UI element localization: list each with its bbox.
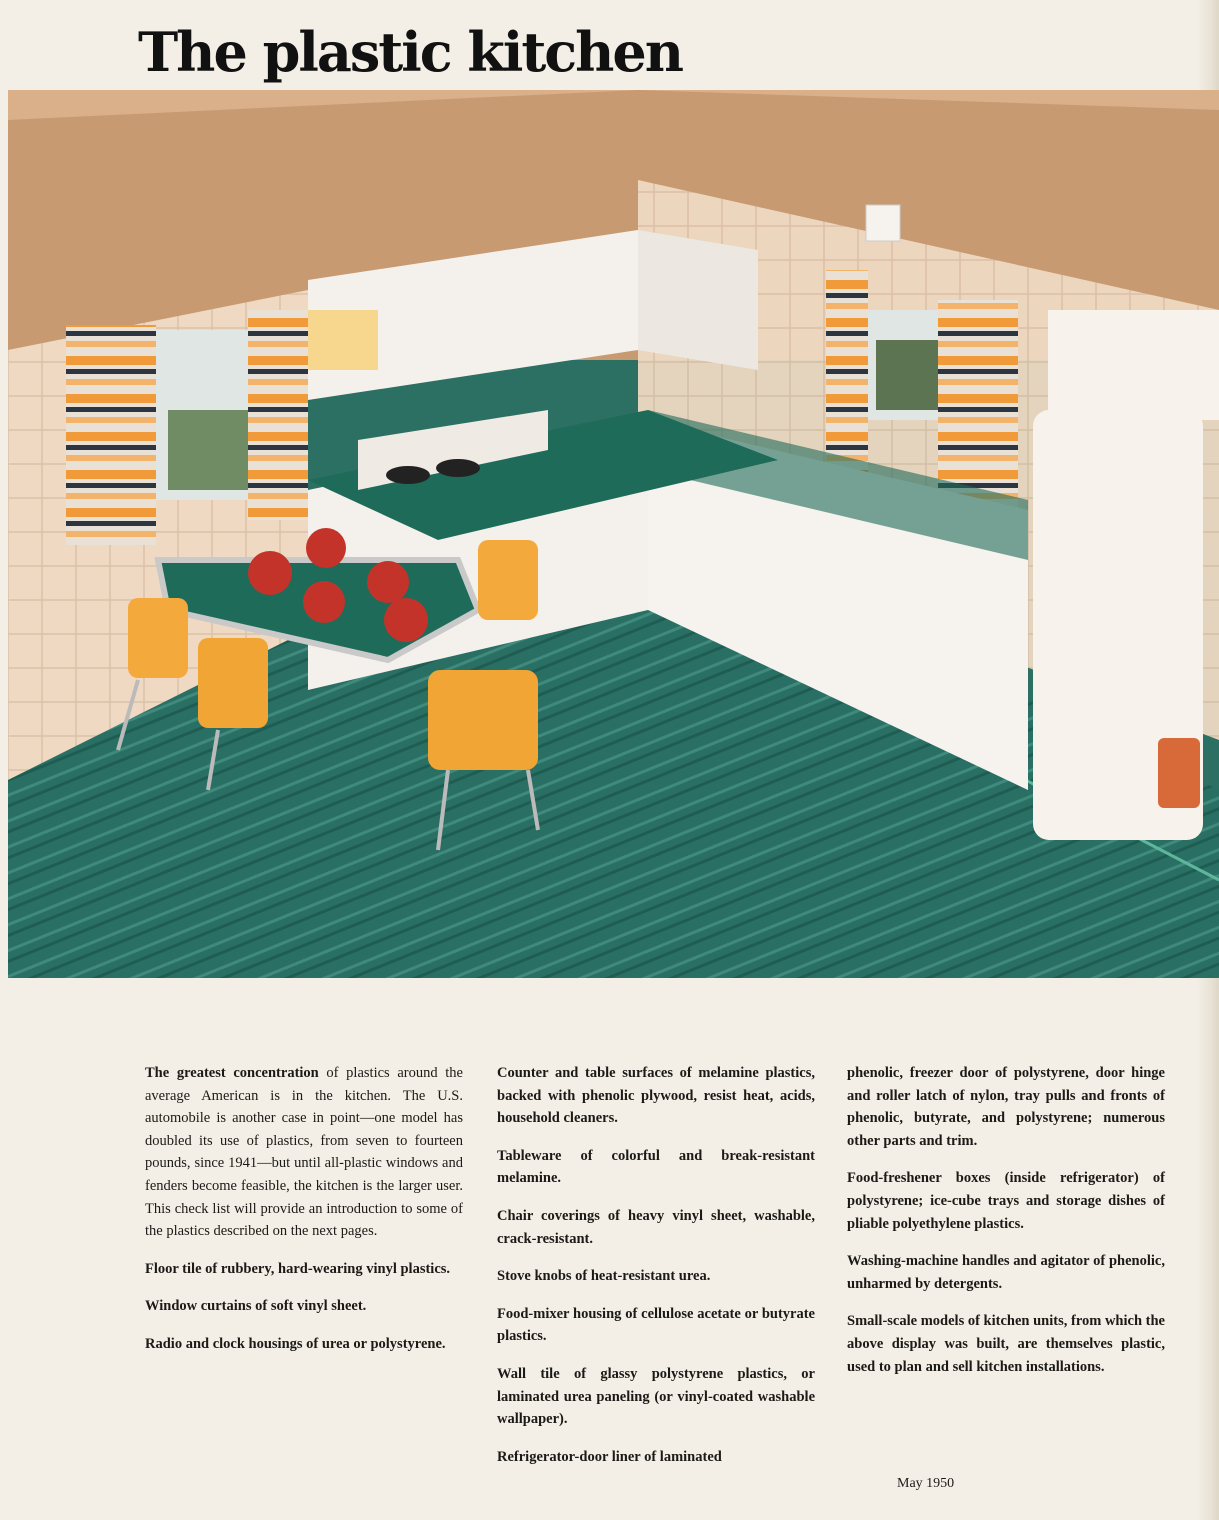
checklist-item: Window curtains of soft vinyl sheet. xyxy=(145,1298,367,1315)
kitchen-photo xyxy=(8,90,1219,978)
checklist-item: Tableware of colorful and break-resistant melamine. xyxy=(497,1147,815,1187)
intro-lead: The greatest concentration xyxy=(145,1065,319,1081)
text-column-3 xyxy=(847,1062,1165,1393)
checklist-item: Food-freshener boxes (inside refrigerator) of polystyrene; ice-cube trays and storage dishes of pliable polyethylene plastics. xyxy=(847,1170,1165,1232)
checklist-item: Stove knobs of heat-resistant urea. xyxy=(497,1268,711,1285)
page-date: May 1950 xyxy=(897,1476,955,1491)
text-column-1 xyxy=(145,1062,463,1371)
checklist-item: Counter and table surfaces of melamine plastics, backed with phenolic plywood, resist heat, acids, household cleaners. xyxy=(497,1065,815,1127)
checklist-item: Refrigerator-door liner of laminated xyxy=(497,1448,722,1465)
page-title: The plastic kitchen xyxy=(138,20,683,84)
checklist-item: Floor tile of rubbery, hard-wearing vinyl plastics. xyxy=(145,1260,451,1277)
checklist-item: Wall tile of glassy polystyrene plastics, or laminated urea paneling (or vinyl-coated washable wallpaper). xyxy=(497,1365,815,1428)
checklist-item: Washing-machine handles and agitator of phenolic, unharmed by detergents. xyxy=(847,1253,1165,1292)
checklist-item: Chair coverings of heavy vinyl sheet, washable, crack-resistant. xyxy=(497,1207,815,1247)
checklist-item: Food-mixer housing of cellulose acetate or butyrate plastics. xyxy=(497,1305,815,1345)
checklist-item: Radio and clock housings of urea or polystyrene. xyxy=(145,1335,446,1352)
checklist-item: Small-scale models of kitchen units, from which the above display was built, are themselves plastic, used to plan and sell kitchen installations. xyxy=(847,1313,1165,1375)
intro-text: of plastics around the average American is in the kitchen. The U.S. automobile is another case in point—one model has doubled its use of plastics, from seven to fourteen pounds, since 1941—but until all-plastic windows and fenders become feasible, the kitchen is the larger user. This check list will provide an introduction to some of the plastics described on the next pages. xyxy=(145,1065,463,1240)
intro-paragraph xyxy=(145,1062,463,1243)
checklist-item: phenolic, freezer door of polystyrene, door hinge and roller latch of nylon, tray pulls and fronts of phenolic, butyrate, and polystyrene; numerous other parts and trim. xyxy=(847,1065,1165,1149)
text-column-2 xyxy=(497,1062,815,1483)
